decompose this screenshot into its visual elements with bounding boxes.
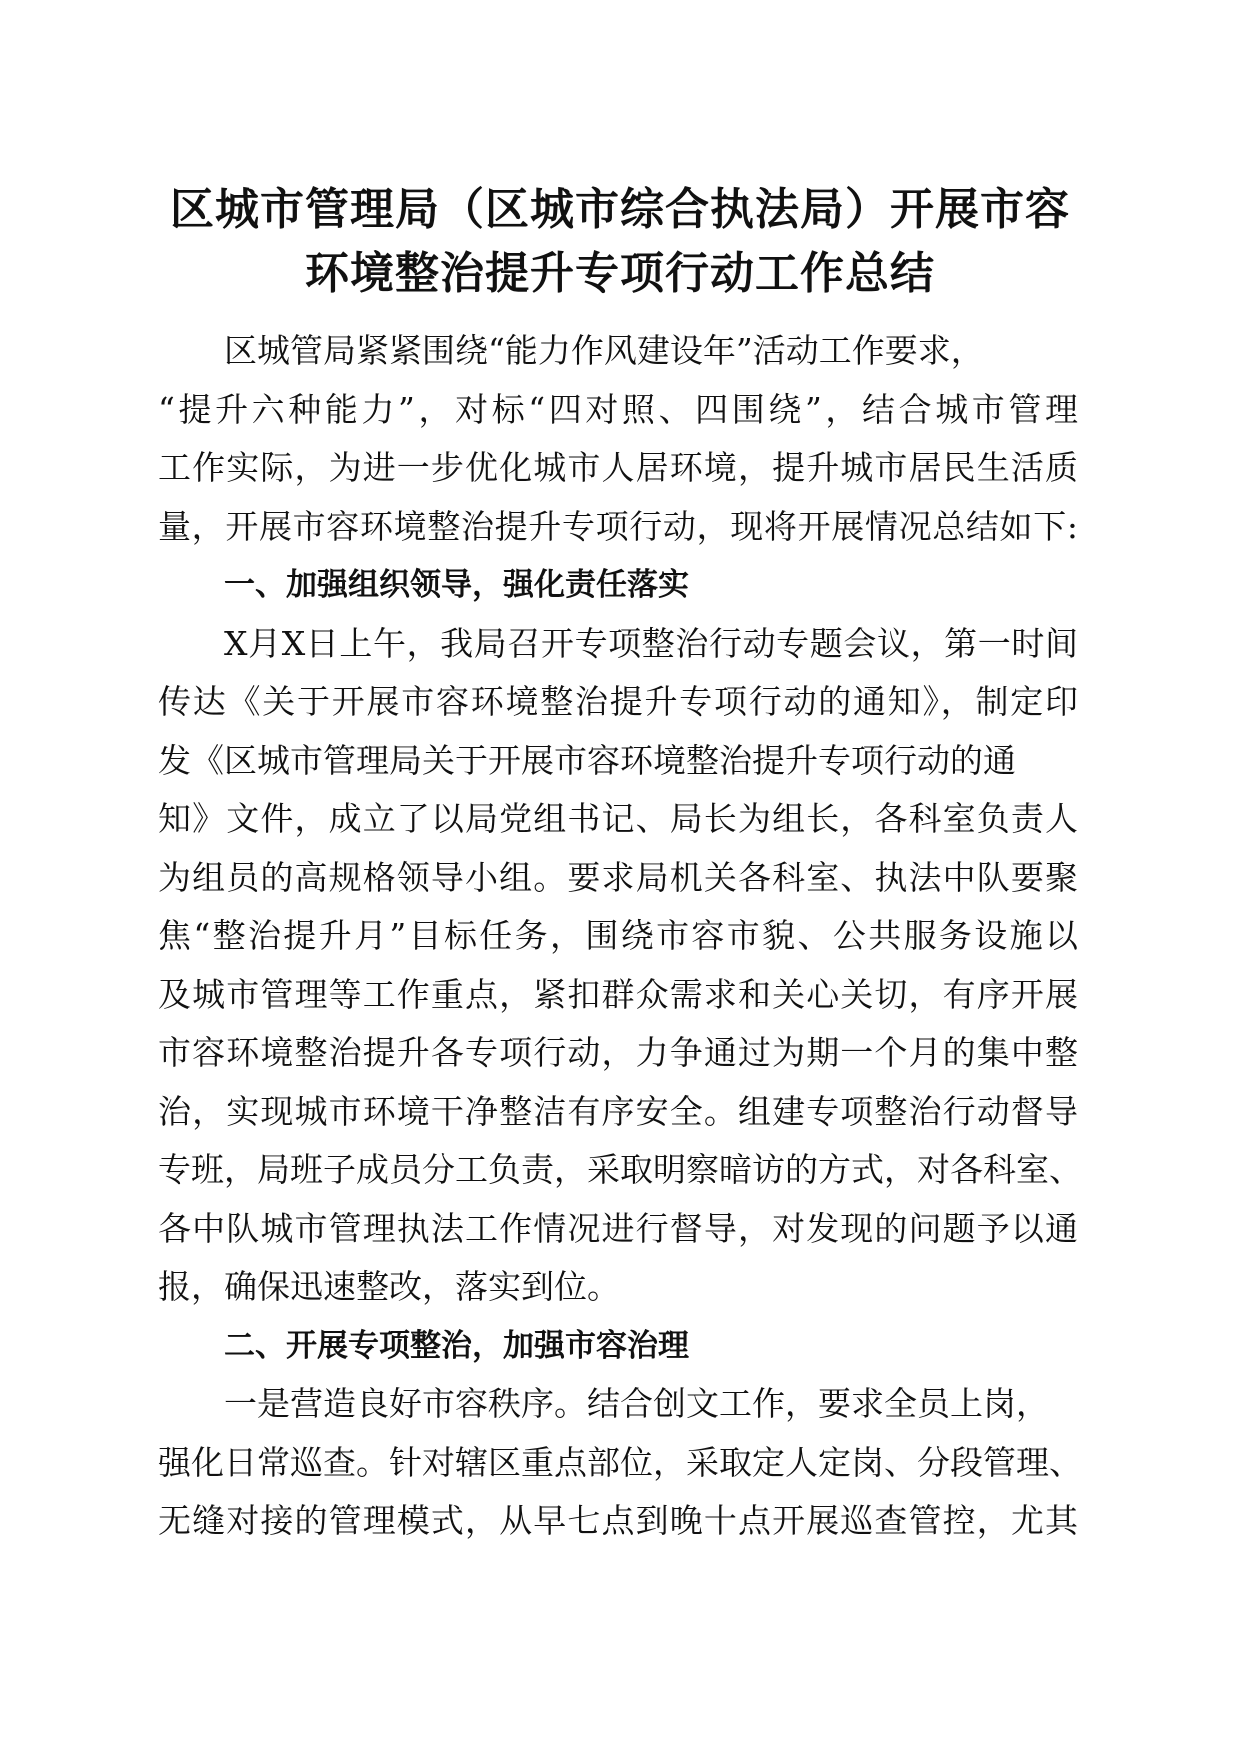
paragraph-line: “提升六种能力”，对标“四对照、四围绕”，结合城市管理 [158, 389, 1078, 429]
paragraph-line: 发《区城市管理局关于开展市容环境整治提升专项行动的通 [158, 740, 1016, 780]
paragraph-line: X月X日上午，我局召开专项整治行动专题会议，第一时间 [224, 623, 1078, 663]
paragraph-line: 及城市管理等工作重点，紧扣群众需求和关心关切，有序开展 [158, 974, 1078, 1014]
section-heading-2: 二、开展专项整治，加强市容治理 [224, 1327, 689, 1364]
title-line-2: 环境整治提升专项行动工作总结 [305, 248, 935, 299]
paragraph-line: 为组员的高规格领导小组。要求局机关各科室、执法中队要聚 [158, 857, 1078, 897]
document-title [140, 178, 1100, 306]
paragraph-line: 强化日常巡查。针对辖区重点部位，采取定人定岗、分段管理、 [158, 1442, 1082, 1482]
paragraph-line: 无缝对接的管理模式，从早七点到晚十点开展巡查管控，尤其 [158, 1501, 1078, 1540]
paragraph-line: 知》文件，成立了以局党组书记、局长为组长，各科室负责人 [158, 799, 1078, 838]
paragraph-line: 治，实现城市环境干净整洁有序安全。组建专项整治行动督导 [158, 1091, 1078, 1131]
paragraph-line: 市容环境整治提升各专项行动，力争通过为期一个月的集中整 [158, 1033, 1078, 1072]
paragraph-line: 焦“整治提升月”目标任务，围绕市容市貌、公共服务设施以 [158, 916, 1078, 955]
paragraph-line: 专班，局班子成员分工负责，采取明察暗访的方式，对各科室、 [158, 1150, 1082, 1189]
section-heading-1: 一、加强组织领导，强化责任落实 [224, 567, 689, 603]
document-body [158, 322, 1082, 1551]
paragraph-line: 各中队城市管理执法工作情况进行督导，对发现的问题予以通 [158, 1208, 1078, 1248]
paragraph-line: 量，开展市容环境整治提升专项行动，现将开展情况总结如下: [158, 506, 1078, 546]
paragraph-line: 报，确保迅速整改，落实到位。 [158, 1267, 620, 1306]
paragraph-line: 工作实际，为进一步优化城市人居环境，提升城市居民生活质 [158, 448, 1078, 487]
paragraph-line: 传达《关于开展市容环境整治提升专项行动的通知》，制定印 [158, 682, 1078, 721]
paragraph-line: 区城管局紧紧围绕“能力作风建设年”活动工作要求， [224, 331, 984, 370]
paragraph-line: 一是营造良好市容秩序。结合创文工作，要求全员上岗， [224, 1384, 1049, 1423]
title-line-1: 区城市管理局（区城市综合执法局）开展市容 [170, 184, 1070, 235]
